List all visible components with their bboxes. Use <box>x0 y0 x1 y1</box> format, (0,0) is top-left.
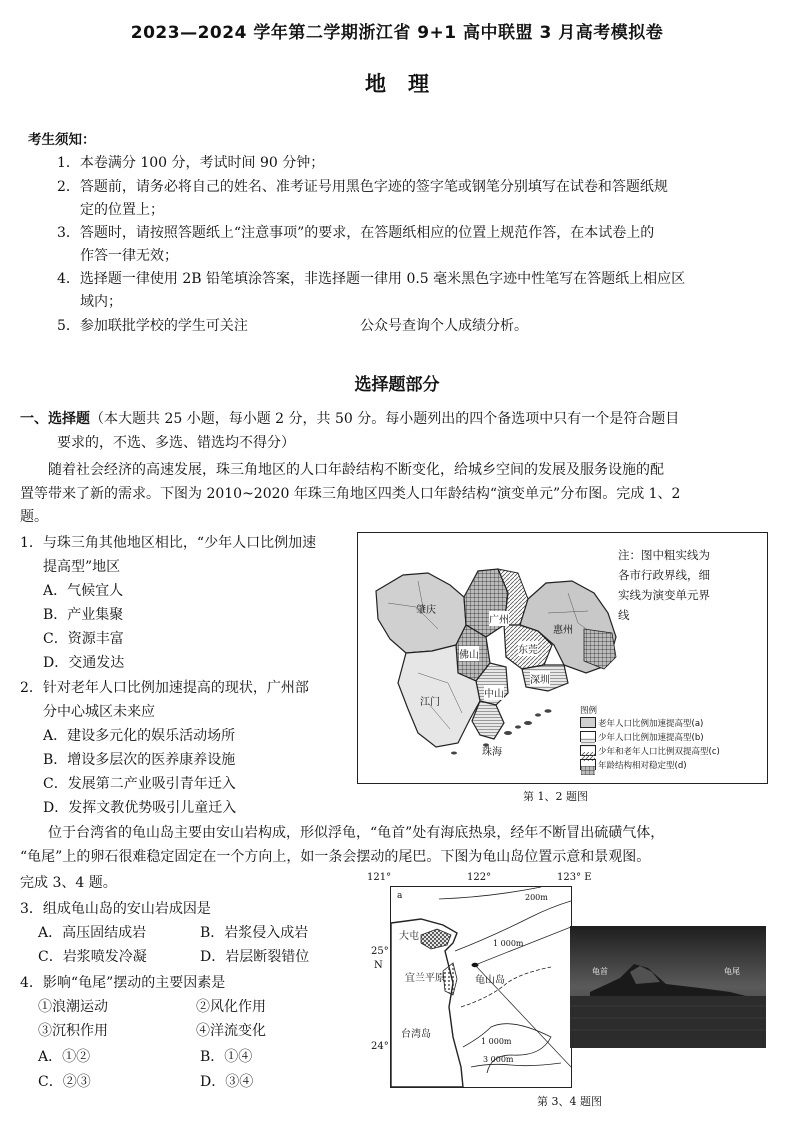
lat-label: N <box>374 960 383 971</box>
q2-option-c: C．发展第二产业吸引青年迁入 <box>43 776 236 792</box>
city-label: 珠海 <box>482 747 502 758</box>
guishan-location-map <box>390 886 572 1088</box>
q4-item-2: ②风化作用 <box>196 999 266 1015</box>
q2-stem: 2．针对老年人口比例加速提高的现状，广州部 <box>20 680 309 696</box>
depth-label: 1 000m <box>481 1037 512 1046</box>
guishan-map-graphic <box>391 887 571 1087</box>
city-label: 中山 <box>484 685 504 700</box>
lat-label: 25° <box>371 946 389 957</box>
figure-caption-1: 第 1、2 题图 <box>523 790 588 803</box>
exam-title: 2023—2024 学年第二学期浙江省 9+1 高中联盟 3 月高考模拟卷 <box>130 23 664 43</box>
city-label: 佛山 <box>459 646 479 661</box>
q4-option-a: A．①② <box>38 1049 91 1065</box>
depth-label: 1 000m <box>493 939 524 948</box>
legend-swatch-d <box>580 759 596 770</box>
legend-item-d: 年龄结构相对稳定型(d) <box>598 761 687 771</box>
q3-stem: 3．组成龟山岛的安山岩成因是 <box>20 901 211 917</box>
q1-stem-2: 提高型”地区 <box>43 559 121 575</box>
panel-label: a <box>397 891 403 901</box>
notice-line: 定的位置上； <box>80 202 164 218</box>
city-label: 惠州 <box>553 625 573 636</box>
q2-option-a: A．建设多元化的娱乐活动场所 <box>43 728 236 744</box>
guishan-photo <box>570 926 766 1048</box>
q3-option-b: B．岩浆侵入成岩 <box>200 925 309 941</box>
notice-line: 3．答题时，请按照答题纸上“注意事项”的要求，在答题纸相应的位置上规范作答，在本试卷上的 <box>57 225 655 241</box>
place-label: 宜兰平原 <box>405 973 445 984</box>
guishan-photo-graphic <box>570 926 766 1048</box>
map-note: 注：图中粗实线为 <box>618 548 710 562</box>
notice-line-tail: 公众号查询个人成绩分析。 <box>360 318 528 334</box>
q1-option-c: C．资源丰富 <box>43 631 124 647</box>
legend-swatch-c <box>580 745 596 756</box>
depth-label: 3 000m <box>483 1055 514 1064</box>
q3-option-d: D．岩层断裂错位 <box>200 949 310 965</box>
part-label: 一、选择题 <box>20 411 90 427</box>
prd-map <box>357 532 768 784</box>
q1-stem: 1．与珠三角其他地区相比，“少年人口比例加速 <box>20 535 317 551</box>
q1-option-a: A．气候宜人 <box>43 583 124 599</box>
passage2-line: 位于台湾省的龟山岛主要由安山岩构成，形似浮龟，“龟首”处有海底热泉，经年不断冒出硫磺气体， <box>48 825 665 841</box>
legend-swatch-b <box>580 731 596 742</box>
place-label: 大屯 <box>399 931 419 942</box>
q4-option-b: B．①④ <box>200 1049 253 1065</box>
passage2-line: 完成 3、4 题。 <box>20 875 117 891</box>
lat-label: 24° <box>371 1041 389 1052</box>
q4-item-4: ④洋流变化 <box>196 1023 266 1039</box>
legend-title: 图例 <box>580 706 598 716</box>
notice-line: 作答一律无效； <box>80 248 178 264</box>
passage1-line: 置等带来了新的需求。下图为 2010~2020 年珠三角地区四类人口年龄结构“演变单元”分布图。完成 1、2 <box>20 486 681 502</box>
q1-option-b: B．产业集聚 <box>43 607 124 623</box>
map-note: 实线为演变单元界 <box>618 588 710 602</box>
city-label: 深圳 <box>530 671 550 686</box>
q4-option-d: D．③④ <box>200 1074 254 1090</box>
q4-stem: 4．影响“龟尾”摆动的主要因素是 <box>20 975 226 991</box>
passage2-line: “龟尾”上的卵石很难稳定固定在一个方向上，如一条会摆动的尾巴。下图为龟山岛位置示意和景观图。 <box>20 849 651 865</box>
q4-item-1: ①浪潮运动 <box>38 999 108 1015</box>
notice-line: 1．本卷满分 100 分，考试时间 90 分钟； <box>57 155 325 171</box>
lon-label: 122° <box>467 872 492 883</box>
lon-label: 123° E <box>557 872 592 883</box>
part-description-2: 要求的，不选、多选、错选均不得分） <box>57 435 295 451</box>
q3-option-c: C．岩浆喷发冷凝 <box>38 949 147 965</box>
city-label: 广州 <box>489 611 509 626</box>
passage1-line: 随着社会经济的高速发展，珠三角地区的人口年龄结构不断变化，给城乡空间的发展及服务设施的配 <box>48 462 664 478</box>
place-label: 龟山岛 <box>475 975 505 986</box>
q2-option-d: D．发挥文教优势吸引儿童迁入 <box>43 800 237 816</box>
q4-option-c: C．②③ <box>38 1074 91 1090</box>
photo-label: 龟首 <box>592 967 608 976</box>
lon-label: 121° <box>367 872 392 883</box>
city-label: 肇庆 <box>416 605 436 616</box>
q4-item-3: ③沉积作用 <box>38 1023 108 1039</box>
q2-stem-2: 分中心城区未来应 <box>43 704 155 720</box>
figure-caption-2: 第 3、4 题图 <box>537 1095 602 1108</box>
place-label: 台湾岛 <box>401 1029 431 1040</box>
q2-option-b: B．增设多层次的医养康养设施 <box>43 752 236 768</box>
legend-swatch-a <box>580 717 596 728</box>
depth-label: 200m <box>525 893 548 902</box>
q3-option-a: A．高压固结成岩 <box>38 925 147 941</box>
legend-item-b: 少年人口比例加速提高型(b) <box>598 733 704 743</box>
section-heading: 选择题部分 <box>354 375 440 395</box>
map-note: 线 <box>618 608 630 622</box>
notice-line: 域内； <box>80 294 122 310</box>
city-label: 江门 <box>420 697 440 708</box>
notice-line: 4．选择题一律使用 2B 铅笔填涂答案，非选择题一律用 0.5 毫米黑色字迹中性笔写在答题纸上相应区 <box>57 271 686 287</box>
passage1-line: 题。 <box>20 509 48 525</box>
map-note: 各市行政界线，细 <box>618 568 710 582</box>
notice-heading: 考生须知： <box>28 132 96 148</box>
legend-item-c: 少年和老年人口比例双提高型(c) <box>598 747 720 757</box>
legend-item-a: 老年人口比例加速提高型(a) <box>598 719 704 729</box>
q1-option-d: D．交通发达 <box>43 655 125 671</box>
city-label: 东莞 <box>518 641 538 656</box>
photo-label: 龟尾 <box>724 967 740 976</box>
part-description: （本大题共 25 小题，每小题 2 分，共 50 分。每小题列出的四个备选项中只有一个是符合题目 <box>90 411 680 427</box>
notice-line: 5．参加联批学校的学生可关注 <box>57 318 248 334</box>
notice-line: 2．答题前，请务必将自己的姓名、准考证号用黑色字迹的签字笔或钢笔分别填写在试卷和答题纸规 <box>57 179 668 195</box>
subject-title: 地理 <box>365 72 451 96</box>
